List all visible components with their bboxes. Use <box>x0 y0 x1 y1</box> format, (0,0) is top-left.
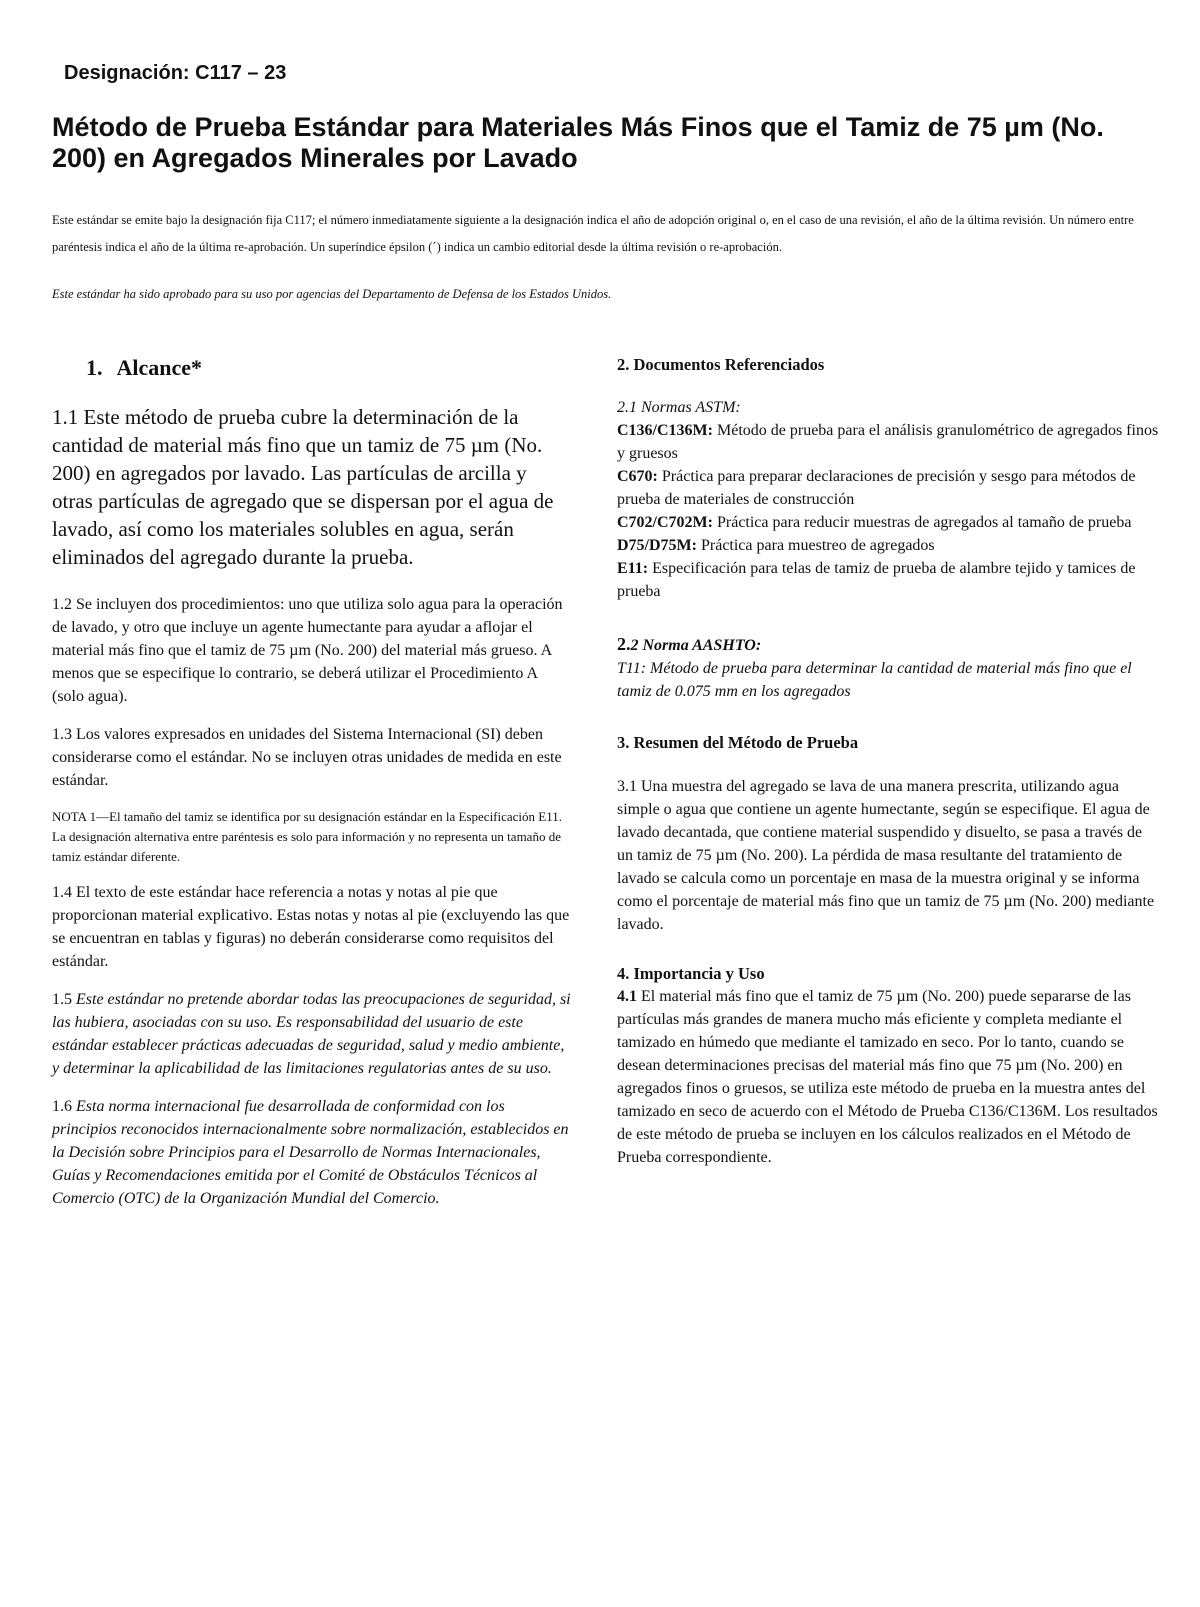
left-column <box>52 355 572 1225</box>
page-title: Método de Prueba Estándar para Materiales Más Finos que el Tamiz de 75 µm (No. 200) en Agregados Minerales por Lavado <box>52 112 1104 173</box>
reference-code: C702/C702M: <box>617 514 713 531</box>
aashto-heading <box>617 633 1162 657</box>
paragraph-1-6-number: 1.6 <box>52 1098 72 1115</box>
astm-heading: 2.1 Normas ASTM: <box>617 399 741 416</box>
reference-code: E11: <box>617 560 649 577</box>
paragraph-1-6 <box>52 1095 572 1210</box>
right-column <box>617 355 1162 1184</box>
aashto-standard <box>617 633 1162 703</box>
reference-item <box>617 465 1162 511</box>
reference-code: C136/C136M: <box>617 422 713 439</box>
approval-note: Este estándar ha sido aprobado para su uso por agencias del Departamento de Defensa de los Estados Unidos. <box>52 287 612 301</box>
section-1-title: Alcance* <box>116 355 203 380</box>
reference-text: Método de prueba para el análisis granulométrico de agregados finos y gruesos <box>617 422 1159 462</box>
section-3-heading: 3. Resumen del Método de Prueba <box>617 733 859 752</box>
note-1: NOTA 1—El tamaño del tamiz se identifica por su designación estándar en la Especificación E11. La designación alternativa entre paréntesis es solo para información y no representa un tamaño de tamiz estándar diferente. <box>52 809 563 864</box>
section-2-heading: 2. Documentos Referenciados <box>617 355 825 374</box>
paragraph-4-1-number: 4.1 <box>617 988 637 1005</box>
reference-text: Especificación para telas de tamiz de prueba de alambre tejido y tamices de prueba <box>617 560 1136 600</box>
paragraph-1-1: 1.1 Este método de prueba cubre la determinación de la cantidad de material más fino que un tamiz de 75 µm (No. 200) en agregados por lavado. Las partículas de arcilla y otras partículas de agregado que se dispersan por el agua de lavado, así como los materiales solubles en agua, serán eliminados del agregado durante la prueba. <box>52 405 554 569</box>
reference-code: C670: <box>617 468 658 485</box>
reference-text: Práctica para muestreo de agregados <box>700 537 935 554</box>
reference-item <box>617 534 1162 557</box>
reference-text: Práctica para reducir muestras de agregados al tamaño de prueba <box>716 514 1132 531</box>
paragraph-4-1-text: El material más fino que el tamiz de 75 µm (No. 200) puede separarse de las partículas más grandes de manera mucho más eficiente y completa mediante el tamizado en húmedo que mediante el tamizado en seco. Por lo tanto, cuando se desean determinaciones precisas del material más fino que 75 µm (No. 200) en agregados finos o gruesos, se utiliza este método de prueba en la muestra antes del tamizado en seco de acuerdo con el Método de Prueba C136/C136M. Los resultados de este método de prueba se incluyen en los cálculos realizados en el Método de Prueba correspondiente. <box>617 988 1158 1166</box>
section-1-heading <box>86 355 572 381</box>
paragraph-1-2: 1.2 Se incluyen dos procedimientos: uno que utiliza solo agua para la operación de lavado, y otro que incluye un agente humectante para ayudar a aflojar el material más fino que el tamiz de 75 µm (No. 200) del material más grueso. A menos que se especifique lo contrario, se deberá utilizar el Procedimiento A (solo agua). <box>52 596 563 705</box>
paragraph-1-5 <box>52 988 572 1080</box>
aashto-number: 2. <box>617 634 631 654</box>
section-1-number: 1. <box>86 355 103 380</box>
paragraph-4-1 <box>617 985 1162 1169</box>
paragraph-1-5-text: Este estándar no pretende abordar todas las preocupaciones de seguridad, si las hubiera, asociadas con su uso. Es responsabilidad del usuario de este estándar establecer prácticas adecuadas de seguridad, salud y medio ambiente, y determinar la aplicabilidad de las limitaciones regulatorias antes de su uso. <box>52 991 571 1077</box>
issuance-note: Este estándar se emite bajo la designación fija C117; el número inmediatamente siguiente a la designación indica el año de adopción original o, en el caso de una revisión, el año de la última revisión. Un número entre paréntesis indica el año de la última re-aprobación. Un superíndice épsilon (´) indica un cambio editorial desde la última revisión o re-aprobación. <box>52 213 1134 254</box>
reference-item <box>617 511 1162 534</box>
section-4-heading: 4. Importancia y Uso <box>617 964 765 983</box>
paragraph-1-4: 1.4 El texto de este estándar hace referencia a notas y notas al pie que proporcionan material explicativo. Estas notas y notas al pie (excluyendo las que se encuentran en tablas y figuras) no deberán considerarse como requisitos del estándar. <box>52 884 570 970</box>
aashto-title: 2 Norma AASHTO: <box>630 637 762 654</box>
paragraph-3-1: 3.1 Una muestra del agregado se lava de una manera prescrita, utilizando agua simple o agua que contiene un agente humectante, según se especifique. El agua de lavado decantada, que contiene material suspendido y disuelto, se pasa a través de un tamiz de 75 µm (No. 200). La pérdida de masa resultante del tratamiento de lavado se calcula como un porcentaje en masa de la muestra original y se informa como el porcentaje de material más fino que un tamiz de 75 µm (No. 200) mediante lavado. <box>617 778 1155 933</box>
aashto-reference: T11: Método de prueba para determinar la cantidad de material más fino que el tamiz de 0.075 mm en los agregados <box>617 660 1132 700</box>
reference-item <box>617 419 1162 465</box>
paragraph-1-5-number: 1.5 <box>52 991 72 1008</box>
designation: Designación: C117 – 23 <box>64 62 287 84</box>
reference-code: D75/D75M: <box>617 537 697 554</box>
reference-item <box>617 557 1162 603</box>
astm-standards <box>617 397 1162 603</box>
paragraph-1-6-text: Esta norma internacional fue desarrollada de conformidad con los principios reconocidos internacionalmente sobre normalización, establecidos en la Decisión sobre Principios para el Desarrollo de Normas Internacionales, Guías y Recomendaciones emitida por el Comité de Obstáculos Técnicos al Comercio (OTC) de la Organización Mundial del Comercio. <box>52 1098 569 1207</box>
reference-text: Práctica para preparar declaraciones de precisión y sesgo para métodos de prueba de materiales de construcción <box>617 468 1136 508</box>
paragraph-1-3: 1.3 Los valores expresados en unidades del Sistema Internacional (SI) deben considerarse como el estándar. No se incluyen otras unidades de medida en este estándar. <box>52 726 562 789</box>
